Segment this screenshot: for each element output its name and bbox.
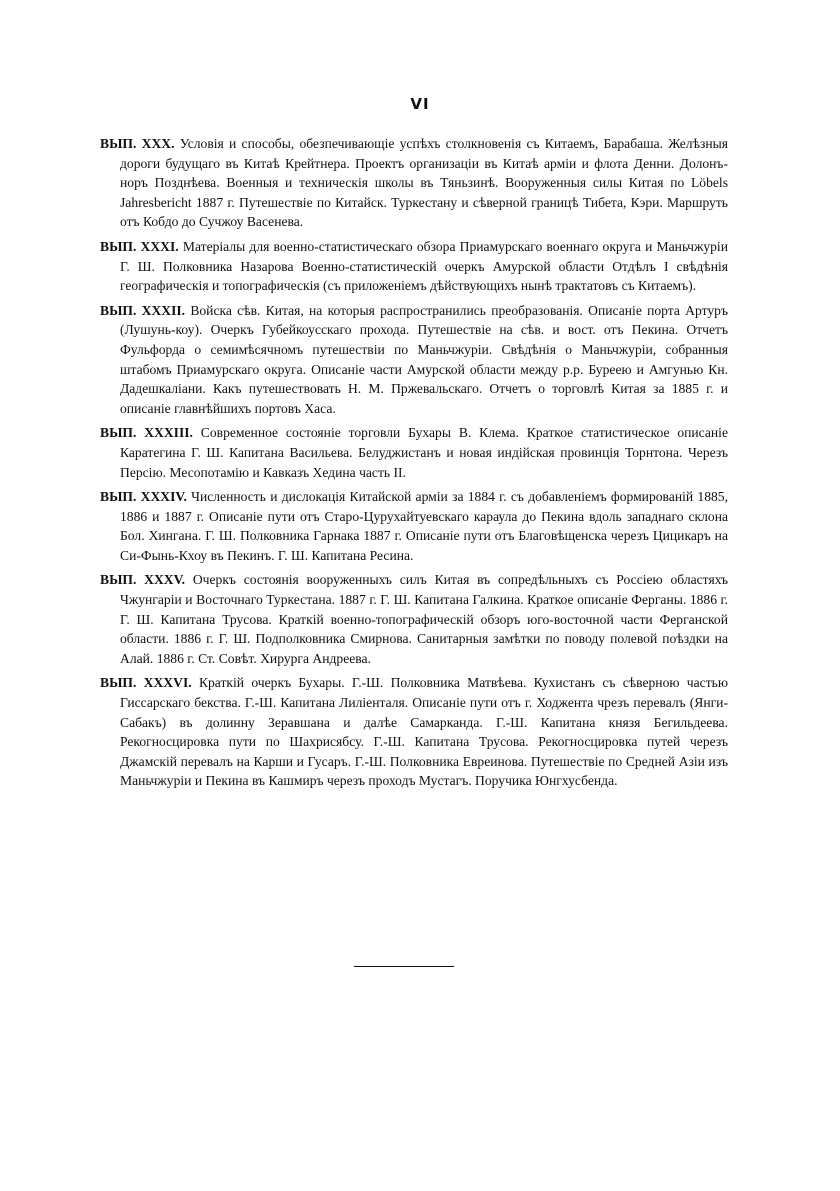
page-number: VI [410, 95, 430, 113]
entry-vyp-xxx [100, 134, 728, 232]
entry-text: Матеріалы для военно-статистическаго обзора Приамурскаго военнаго округа и Маньчжуріи Г. Ш. Полковника Назарова Военно-статистическій очеркъ Амурской области Отдѣлъ I свѣдѣнія географическія и топографическія (съ приложеніемъ дѣйствующихъ нынѣ трактатовъ съ Китаемъ). [120, 238, 728, 294]
entry-label: ВЫП. XXXII. [100, 302, 186, 318]
entry-label: ВЫП. XXX. [100, 136, 175, 151]
entry-label: ВЫП. XXXIV. [100, 489, 187, 505]
entry-text: Краткій очеркъ Бухары. Г.-Ш. Полковника Матвѣева. Кухистанъ съ сѣверною частью Гиссарскаго бекства. Г.-Ш. Капитана Лиліенталя. Описаніе пути отъ г. Ходжента чрезъ перевалъ (Янги-Сабакъ) въ долинну Зеравшана и далѣе Самарканда. Г.-Ш. Капитана князя Бегильдеева. Рекогносцировка пути по Шахрисябсу. Г.-Ш. Капитана Трусова. Рекогносцировка путей черезъ Джамскій перевалъ на Карши и Гусаръ. Г.-Ш. Полковника Евреинова. Путешествіе по Средней Азіи изъ Маньчжуріи и Пекина въ Кашмиръ черезъ проходъ Мустагъ. Поручика Юнгхусбенда. [120, 675, 729, 789]
entry-text: Условія и способы, обезпечивающіе успѣхъ столкновенія съ Китаемъ, Барабаша. Желѣзныя дороги будущаго въ Китаѣ Крейтнера. Проектъ организаціи въ Китаѣ арміи и флота Денни. Долонъ-норъ Позднѣева. Военныя и техническія школы въ Тяньзинѣ. Вооруженныя силы Китая по Löbels Jahresbericht 1887 г. Путешествіе по Китайск. Туркестану и сѣверной границѣ Тибета, Кэри. Маршруть отъ Кобдо до Сучжоу Васенева. [120, 136, 729, 230]
entry-vyp-xxxii [100, 301, 728, 419]
entry-text: Очеркъ состоянія вооруженныхъ силъ Китая въ сопредѣльныхъ съ Россіею областяхъ Чжунгаріи и Восточнаго Туркестана. 1887 г. Г. Ш. Капитана Галкина. Краткое описаніе Ферганы. 1886 г. Г. Ш. Капитана Трусова. Краткій военно-топографическій обзоръ юго-восточной части Ферганской области. 1886 г. Г. Ш. Подполковника Смирнова. Санитарныя замѣтки по поводу полевой поѣздки на Алай. 1886 г. Ст. Совѣт. Хирурга Андреева. [120, 572, 729, 666]
entry-label: ВЫП. XXXI. [100, 238, 179, 254]
entry-text: Современное состояніе торговли Бухары В. Клема. Краткое статистическое описаніе Каратегина Г. Ш. Капитана Васильева. Белуджистанъ и новая индійская провинція Торнтона. Черезъ Персію. Месопотамію и Кавказъ Хедина часть II. [120, 425, 728, 480]
entry-vyp-xxxv [100, 570, 728, 668]
entry-vyp-xxxvi [100, 673, 728, 791]
entry-vyp-xxxiii [100, 423, 728, 482]
entry-label: ВЫП. XXXIII. [100, 425, 193, 441]
closing-rule [354, 966, 454, 967]
entry-text: Войска сѣв. Китая, на которыя распространились преобразованія. Описаніе порта Артуръ (Лушунь-коу). Очеркъ Губейкоусскаго прохода. Путешествіе на сѣв. и вост. отъ Пекина. Отчетъ Фульфорда о семимѣсячномъ путешествіи по Маньчжуріи. Свѣдѣнія о Маньчжуріи, собранныя штабомъ Приамурскаго округа. Описаніе части Амурской области между р.р. Буреею и Амгунью Кн. Дадешкаліани. Какъ путешествовать Н. М. Пржевальскаго. Отчетъ о торговлѣ Китая за 1885 г. и описаніе главнѣйшихъ портовъ Хаса. [120, 302, 728, 416]
entry-label: ВЫП. XXXVI. [100, 675, 192, 691]
entry-list [100, 134, 728, 796]
entry-vyp-xxxi [100, 237, 728, 296]
entry-vyp-xxxiv [100, 487, 728, 565]
entry-text: Численность и дислокація Китайской арміи за 1884 г. съ добавленіемъ формированій 1885, 1886 и 1887 г. Описаніе пути отъ Старо-Цурухайтуевскаго караула до Пекина вдоль западнаго склона Бол. Хингана. Г. Ш. Полковника Гарнака 1887 г. Описаніе пути отъ Благовѣщенска черезъ Цицикаръ на Си-Фынь-Кхоу въ Пекинъ. Г. Ш. Капитана Ресина. [120, 489, 728, 563]
entry-label: ВЫП. XXXV. [100, 572, 186, 588]
